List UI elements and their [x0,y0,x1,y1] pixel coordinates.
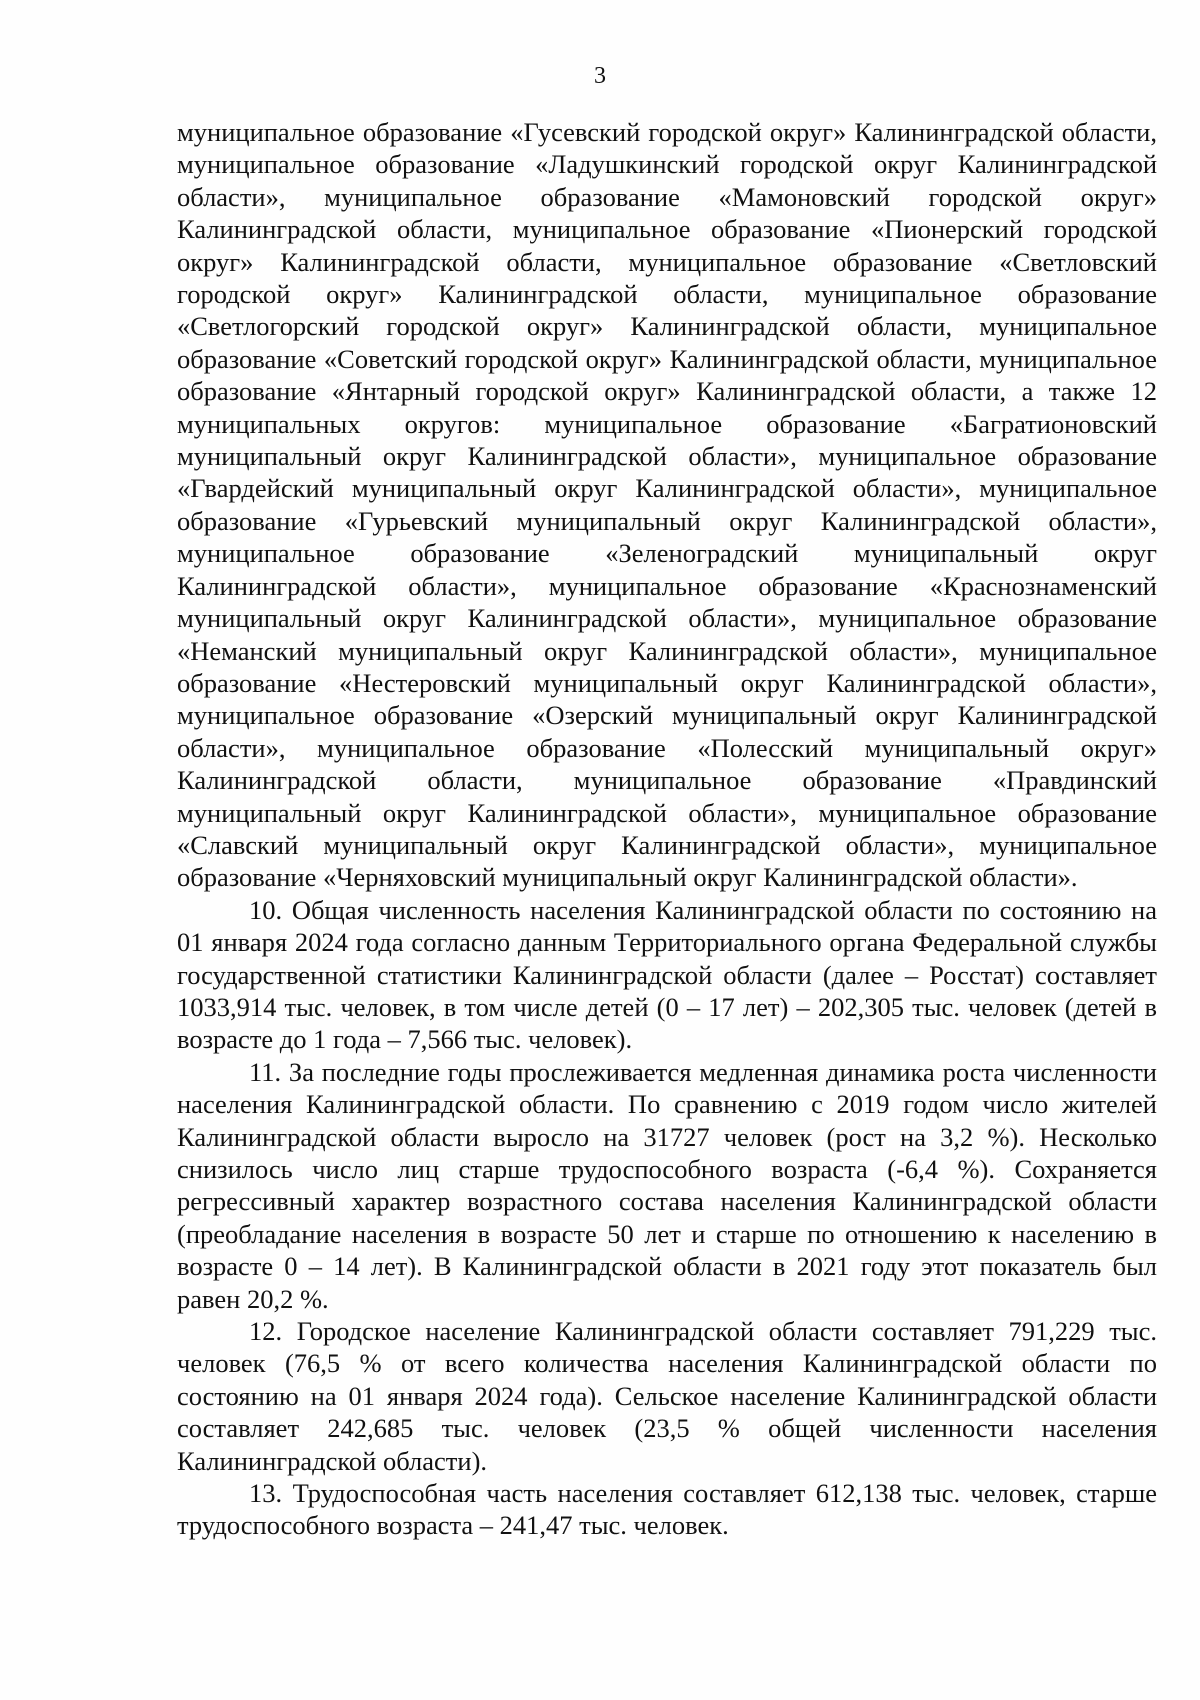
paragraph-10-population-total: 10. Общая численность населения Калининградской области по состоянию на 01 января 2024 года согласно данным Территориального органа Федеральной службы государственной статистики Калининградской области (далее – Росстат) составляет 1033,914 тыс. человек, в том числе детей (0 – 17 лет) – 202,305 тыс. человек (детей в возрасте до 1 года – 7,566 тыс. человек). [177,894,1157,1055]
document-body [177,116,1157,1542]
paragraph-11-population-dynamics: 11. За последние годы прослеживается медленная динамика роста численности населения Калининградской области. По сравнению с 2019 годом число жителей Калининградской области выросло на 31727 человек (рост на 3,2 %). Несколько снизилось число лиц старше трудоспособного возраста (-6,4 %). Сохраняется регрессивный характер возрастного состава населения Калининградской области (преобладание населения в возрасте 50 лет и старше по отношению к населению в возрасте 0 – 14 лет). В Калининградской области в 2021 году этот показатель был равен 20,2 %. [177,1056,1157,1314]
paragraph-13-working-age-population: 13. Трудоспособная часть населения составляет 612,138 тыс. человек, старше трудоспособного возраста – 241,47 тыс. человек. [177,1478,1157,1541]
page-number: 3 [594,63,606,89]
paragraph-12-urban-rural-population: 12. Городское население Калининградской области составляет 791,229 тыс. человек (76,5 % от всего количества населения Калининградской области по состоянию на 01 января 2024 года). Сельское население Калининградской области составляет 242,685 тыс. человек (23,5 % общей численности населения Калининградской области). [177,1316,1157,1476]
paragraph-municipalities-continued: муниципальное образование «Гусевский городской округ» Калининградской области, муниципальное образование «Ладушкинский городской округ Калининградской области», муниципальное образование «Мамоновский городской округ» Калининградской области, муниципальное образование «Пионерский городской округ» Калининградской области, муниципальное образование «Светловский городской округ» Калининградской области, муниципальное образование «Светлогорский городской округ» Калининградской области, муниципальное образование «Советский городской округ» Калининградской области, муниципальное образование «Янтарный городской округ» Калининградской области, а также 12 муниципальных округов: муниципальное образование «Багратионовский муниципальный округ Калининградской области», муниципальное образование «Гвардейский муниципальный округ Калининградской области», муниципальное образование «Гурьевский муниципальный округ Калининградской области», муниципальное образование «Зеленоградский муниципальный округ Калининградской области», муниципальное образование «Краснознаменский муниципальный округ Калининградской области», муниципальное образование «Неманский муниципальный округ Калининградской области», муниципальное образование «Нестеровский муниципальный округ Калининградской области», муниципальное образование «Озерский муниципальный округ Калининградской области», муниципальное образование «Полесский муниципальный округ» Калининградской области, муниципальное образование «Правдинский муниципальный округ Калининградской области», муниципальное образование «Славский муниципальный округ Калининградской области», муниципальное образование «Черняховский муниципальный округ Калининградской области». [177,117,1157,893]
